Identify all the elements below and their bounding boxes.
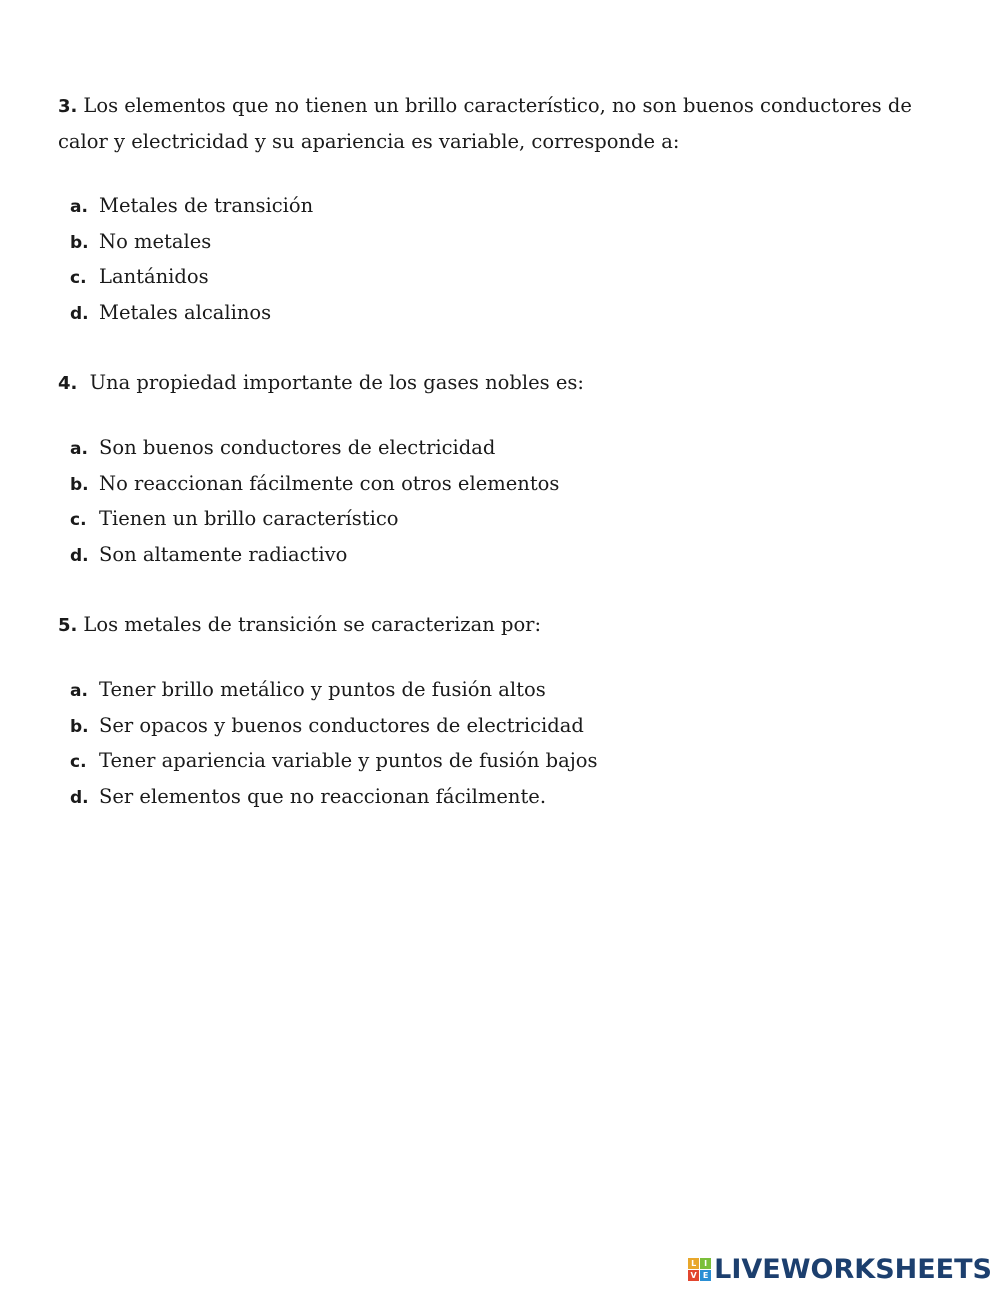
logo-mark-letter: L	[688, 1258, 699, 1269]
question-4	[58, 365, 948, 573]
logo-mark-icon	[688, 1258, 711, 1281]
option-letter: a.	[70, 439, 88, 459]
option-letter: b.	[70, 474, 89, 495]
option-text: Tener apariencia variable y puntos de fusión bajos	[99, 749, 598, 772]
option-text: Lantánidos	[99, 265, 209, 288]
worksheet	[58, 88, 948, 815]
question-stem	[58, 365, 948, 401]
option-text: Tener brillo metálico y puntos de fusión altos	[99, 678, 546, 701]
option-d[interactable]	[70, 296, 948, 332]
question-number: 3.	[58, 96, 78, 117]
question-3	[58, 88, 948, 331]
option-c[interactable]	[70, 260, 948, 296]
option-text: Ser opacos y buenos conductores de electricidad	[99, 713, 584, 737]
option-text: Metales de transición	[99, 194, 314, 217]
option-b[interactable]	[70, 225, 948, 261]
option-letter: c.	[70, 268, 87, 288]
option-text: Metales alcalinos	[99, 300, 272, 324]
question-number: 4.	[58, 373, 78, 394]
options-list	[70, 431, 948, 573]
option-text: Ser elementos que no reaccionan fácilmente.	[99, 784, 547, 808]
liveworksheets-logo	[688, 1254, 992, 1285]
question-text: Una propiedad importante de los gases nobles es:	[89, 371, 585, 394]
question-stem	[58, 607, 948, 643]
logo-text: LIVEWORKSHEETS	[714, 1254, 992, 1285]
option-letter: d.	[70, 545, 89, 566]
logo-mark-letter: E	[700, 1270, 711, 1281]
option-letter: b.	[70, 232, 89, 253]
logo-mark-letter: I	[700, 1258, 711, 1269]
option-a[interactable]	[70, 431, 948, 467]
option-text: Son altamente radiactivo	[99, 542, 348, 566]
option-text: Tienen un brillo característico	[99, 507, 399, 530]
option-letter: c.	[70, 510, 87, 530]
option-letter: a.	[70, 197, 88, 217]
option-b[interactable]	[70, 467, 948, 503]
option-letter: d.	[70, 787, 89, 808]
option-text: No metales	[99, 229, 212, 253]
option-letter: b.	[70, 716, 89, 737]
option-d[interactable]	[70, 538, 948, 574]
option-c[interactable]	[70, 744, 948, 780]
question-5	[58, 607, 948, 815]
options-list	[70, 673, 948, 815]
option-letter: d.	[70, 303, 89, 324]
option-text: Son buenos conductores de electricidad	[99, 436, 496, 459]
option-b[interactable]	[70, 709, 948, 745]
option-letter: a.	[70, 681, 88, 701]
option-a[interactable]	[70, 189, 948, 225]
option-text: No reaccionan fácilmente con otros elementos	[99, 471, 560, 495]
options-list	[70, 189, 948, 331]
logo-mark-letter: V	[688, 1270, 699, 1281]
option-c[interactable]	[70, 502, 948, 538]
option-letter: c.	[70, 752, 87, 772]
question-number: 5.	[58, 615, 78, 636]
option-a[interactable]	[70, 673, 948, 709]
option-d[interactable]	[70, 780, 948, 816]
question-stem	[58, 88, 948, 159]
question-text: Los metales de transición se caracterizan por:	[83, 613, 542, 636]
question-text: Los elementos que no tienen un brillo característico, no son buenos conductores de calor y electricidad y su apariencia es variable, corresponde a:	[58, 94, 912, 153]
